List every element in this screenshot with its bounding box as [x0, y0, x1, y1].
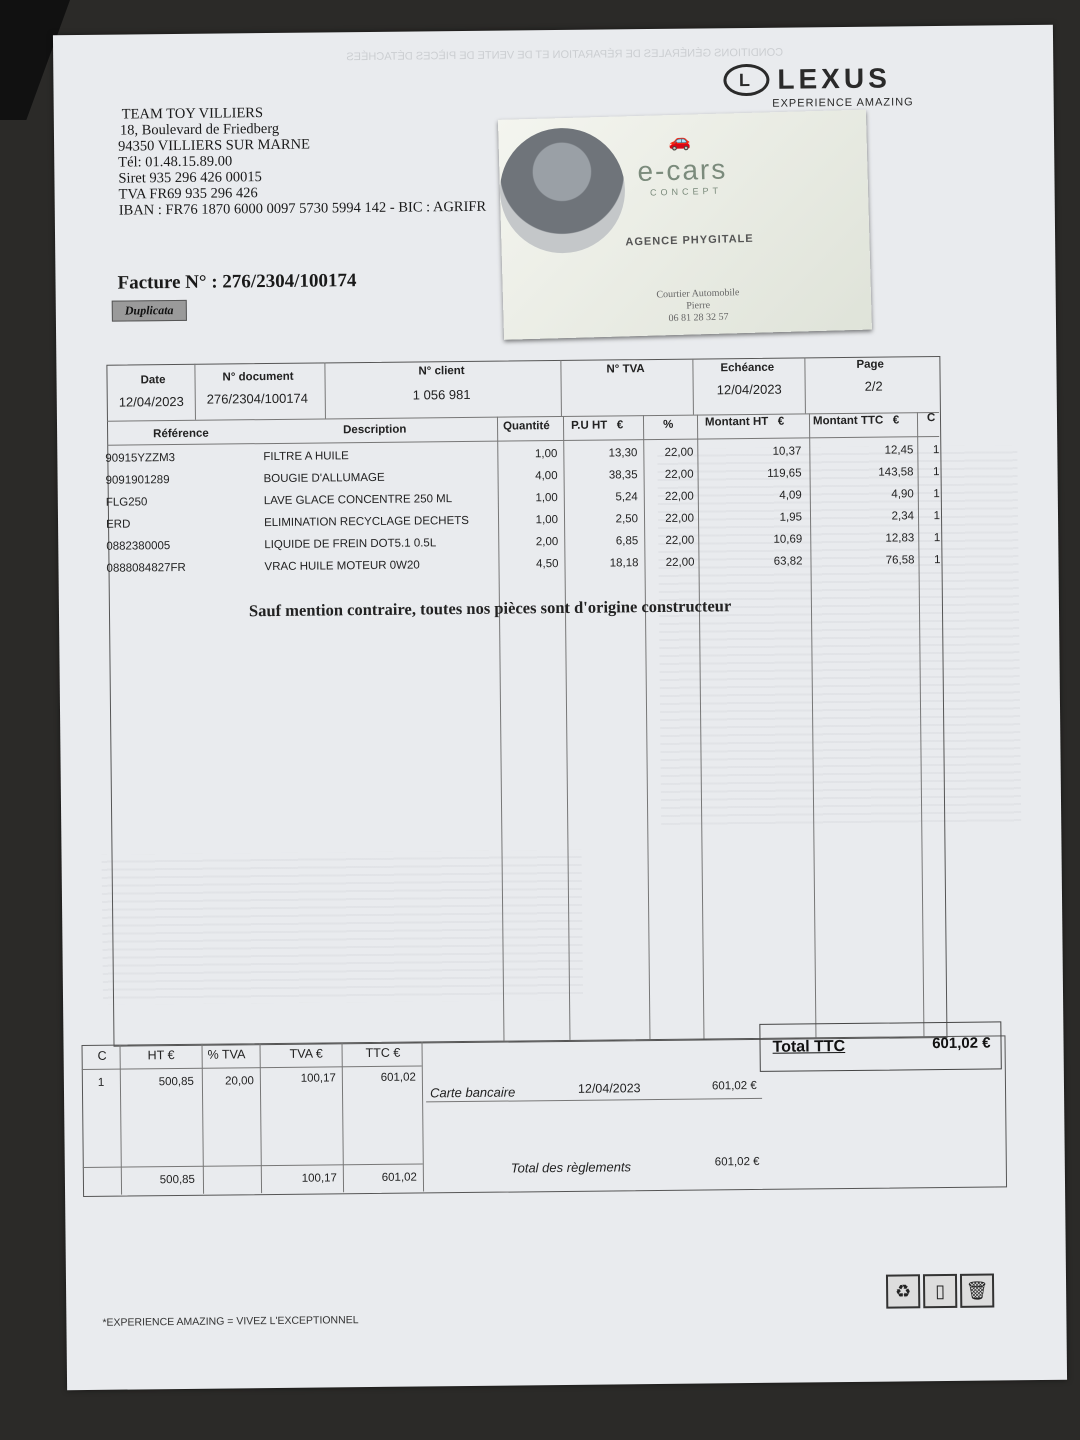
card-name: Pierre: [686, 299, 711, 312]
lexus-logo: [723, 62, 913, 110]
line-ref: 9091901289: [105, 474, 170, 487]
car-leaf-icon: 🚗: [668, 130, 692, 152]
line-ref: 0882380005: [106, 540, 171, 553]
total-ttc-box: [759, 1021, 1001, 1072]
line-pu: 5,24: [615, 491, 638, 504]
totals-c-label: C: [97, 1048, 107, 1063]
line-c: 1: [933, 532, 941, 545]
line-pct: 22,00: [664, 468, 694, 481]
sum-tva: 100,17: [301, 1172, 337, 1185]
line-ref: ERD: [105, 518, 131, 531]
card-role: Courtier Automobile: [656, 287, 740, 301]
line-desc: VRAC HUILE MOTEUR 0W20: [264, 559, 420, 574]
line-desc: FILTRE A HUILE: [263, 450, 349, 464]
totals-ttc: 601,02: [380, 1071, 416, 1084]
line-pct: 22,00: [665, 534, 695, 547]
line-mht: 1,95: [779, 511, 803, 524]
footer-note: *EXPERIENCE AMAZING = VIVEZ L'EXCEPTIONNEL: [102, 1314, 359, 1329]
line-qty: 2,00: [535, 536, 559, 549]
line-pu: 18,18: [609, 557, 639, 570]
sender-tel: Tél: 01.48.15.89.00: [118, 153, 233, 171]
line-mht: 4,09: [779, 489, 802, 502]
line-ref: 90915YZZM3: [105, 452, 176, 465]
total-ttc-label: Total TTC: [772, 1038, 846, 1056]
recycle-icon: ♻: [886, 1274, 920, 1308]
document-label: N° document: [222, 370, 294, 384]
business-card: [498, 110, 872, 340]
totals-ht-label: HT €: [147, 1048, 175, 1063]
totals-ttc-label: TTC €: [365, 1045, 401, 1061]
sum-ttc: 601,02: [381, 1171, 417, 1184]
show-through-text: CONDITIONS GÉNÉRALES DE RÉPARATION ET DE VENTE DE PIÈCES DÉTACHÉES: [346, 46, 784, 64]
page-value: 2/2: [864, 378, 883, 394]
portrait-photo: [498, 126, 626, 254]
paper-icon: ▯: [923, 1274, 957, 1308]
totals-pct: 20,00: [225, 1075, 254, 1088]
client-label: N° client: [418, 364, 465, 378]
lexus-emblem-icon: L: [723, 64, 769, 96]
card-agency: AGENCE PHYGITALE: [625, 232, 754, 249]
client-value: 1 056 981: [412, 386, 471, 403]
line-qty: 4,00: [535, 470, 558, 483]
line-c: 1: [933, 488, 940, 501]
recycling-logos: [886, 1273, 994, 1308]
sender-siret: Siret 935 296 426 00015: [118, 169, 262, 187]
line-pu: 38,35: [608, 469, 638, 482]
totals-pct-label: % TVA: [207, 1047, 246, 1062]
origin-note: Sauf mention contraire, toutes nos pièces sont d'origine constructeur: [248, 596, 732, 621]
col-c: C: [926, 412, 936, 425]
totals-tva-label: TVA €: [289, 1046, 323, 1061]
col-description: Description: [343, 423, 407, 437]
line-mttc: 143,58: [878, 466, 914, 479]
payment-amount: 601,02 €: [711, 1079, 757, 1093]
sender-name: TEAM TOY VILLIERS: [121, 105, 264, 123]
col-unit-price: P.U HT €: [570, 419, 624, 432]
sum-ht: 500,85: [159, 1173, 195, 1187]
line-mht: 10,69: [773, 533, 803, 546]
duplicata-badge: Duplicata: [112, 300, 187, 322]
invoice-paper: [53, 25, 1067, 1390]
line-c: 1: [933, 466, 940, 479]
logo-tagline: EXPERIENCE AMAZING: [772, 96, 914, 110]
payment-method: Carte bancaire: [429, 1084, 516, 1101]
line-ref: 0888084827FR: [106, 561, 186, 575]
line-pct: 22,00: [665, 556, 695, 569]
line-mht: 10,37: [772, 445, 802, 458]
line-mttc: 4,90: [891, 488, 914, 501]
sender-tva: TVA FR69 935 296 426: [118, 185, 258, 203]
line-qty: 1,00: [534, 448, 558, 461]
line-mht: 119,65: [767, 467, 802, 480]
due-label: Echéance: [720, 361, 775, 375]
payments-total-label: Total des règlements: [510, 1159, 632, 1176]
card-contact: [643, 287, 754, 326]
date-label: Date: [140, 374, 166, 387]
line-qty: 4,50: [536, 558, 559, 571]
line-pct: 22,00: [664, 446, 694, 459]
line-pct: 22,00: [665, 512, 695, 525]
sender-city: 94350 VILLIERS SUR MARNE: [118, 136, 311, 155]
line-c: 1: [933, 510, 941, 523]
due-value: 12/04/2023: [716, 381, 782, 398]
invoice-title: Facture N° : 276/2304/100174: [117, 270, 357, 294]
page-label: Page: [856, 358, 884, 371]
line-mttc: 12,83: [885, 532, 915, 545]
line-mttc: 12,45: [884, 444, 914, 457]
document-value: 276/2304/100174: [206, 390, 309, 407]
col-reference: Référence: [153, 427, 209, 441]
payment-date: 12/04/2023: [577, 1081, 641, 1096]
line-mttc: 2,34: [891, 510, 915, 523]
totals-c: 1: [97, 1076, 105, 1089]
totals-ht: 500,85: [158, 1075, 194, 1089]
line-c: 1: [932, 444, 940, 457]
card-phone: 06 81 28 32 57: [668, 311, 729, 325]
line-c: 1: [934, 554, 941, 567]
line-qty: 1,00: [535, 514, 559, 527]
date-value: 12/04/2023: [118, 393, 184, 410]
payments-total: 601,02 €: [714, 1155, 760, 1169]
col-amount-ttc: Montant TTC €: [812, 414, 900, 428]
tva-label: N° TVA: [606, 363, 645, 376]
line-qty: 1,00: [535, 492, 558, 505]
card-brand: e-cars: [637, 153, 728, 187]
sender-iban: IBAN : FR76 1870 6000 0097 5730 5994 142 - BIC : AGRIFR: [118, 198, 487, 219]
line-pu: 2,50: [615, 513, 639, 526]
totals-tva: 100,17: [300, 1072, 336, 1085]
col-quantity: Quantité: [502, 420, 550, 433]
line-desc: BOUGIE D'ALLUMAGE: [263, 471, 385, 486]
card-concept: CONCEPT: [649, 185, 723, 198]
sender-street: 18, Boulevard de Friedberg: [119, 120, 280, 139]
line-desc: LIQUIDE DE FREIN DOT5.1 0.5L: [264, 537, 437, 552]
logo-wordmark: LEXUS: [777, 62, 891, 95]
line-pct: 22,00: [664, 490, 694, 503]
line-mht: 63,82: [773, 555, 803, 568]
total-ttc-value: 601,02 €: [932, 1034, 991, 1053]
line-ref: FLG250: [105, 496, 148, 509]
col-percent: %: [662, 418, 674, 431]
line-pu: 13,30: [608, 447, 638, 460]
bin-icon: 🗑: [960, 1273, 994, 1307]
line-mttc: 76,58: [885, 554, 915, 567]
line-desc: LAVE GLACE CONCENTRE 250 ML: [263, 493, 453, 508]
col-amount-ht: Montant HT €: [704, 415, 785, 429]
line-desc: ELIMINATION RECYCLAGE DECHETS: [263, 514, 470, 530]
line-pu: 6,85: [615, 535, 639, 548]
sender-address: [118, 103, 487, 219]
